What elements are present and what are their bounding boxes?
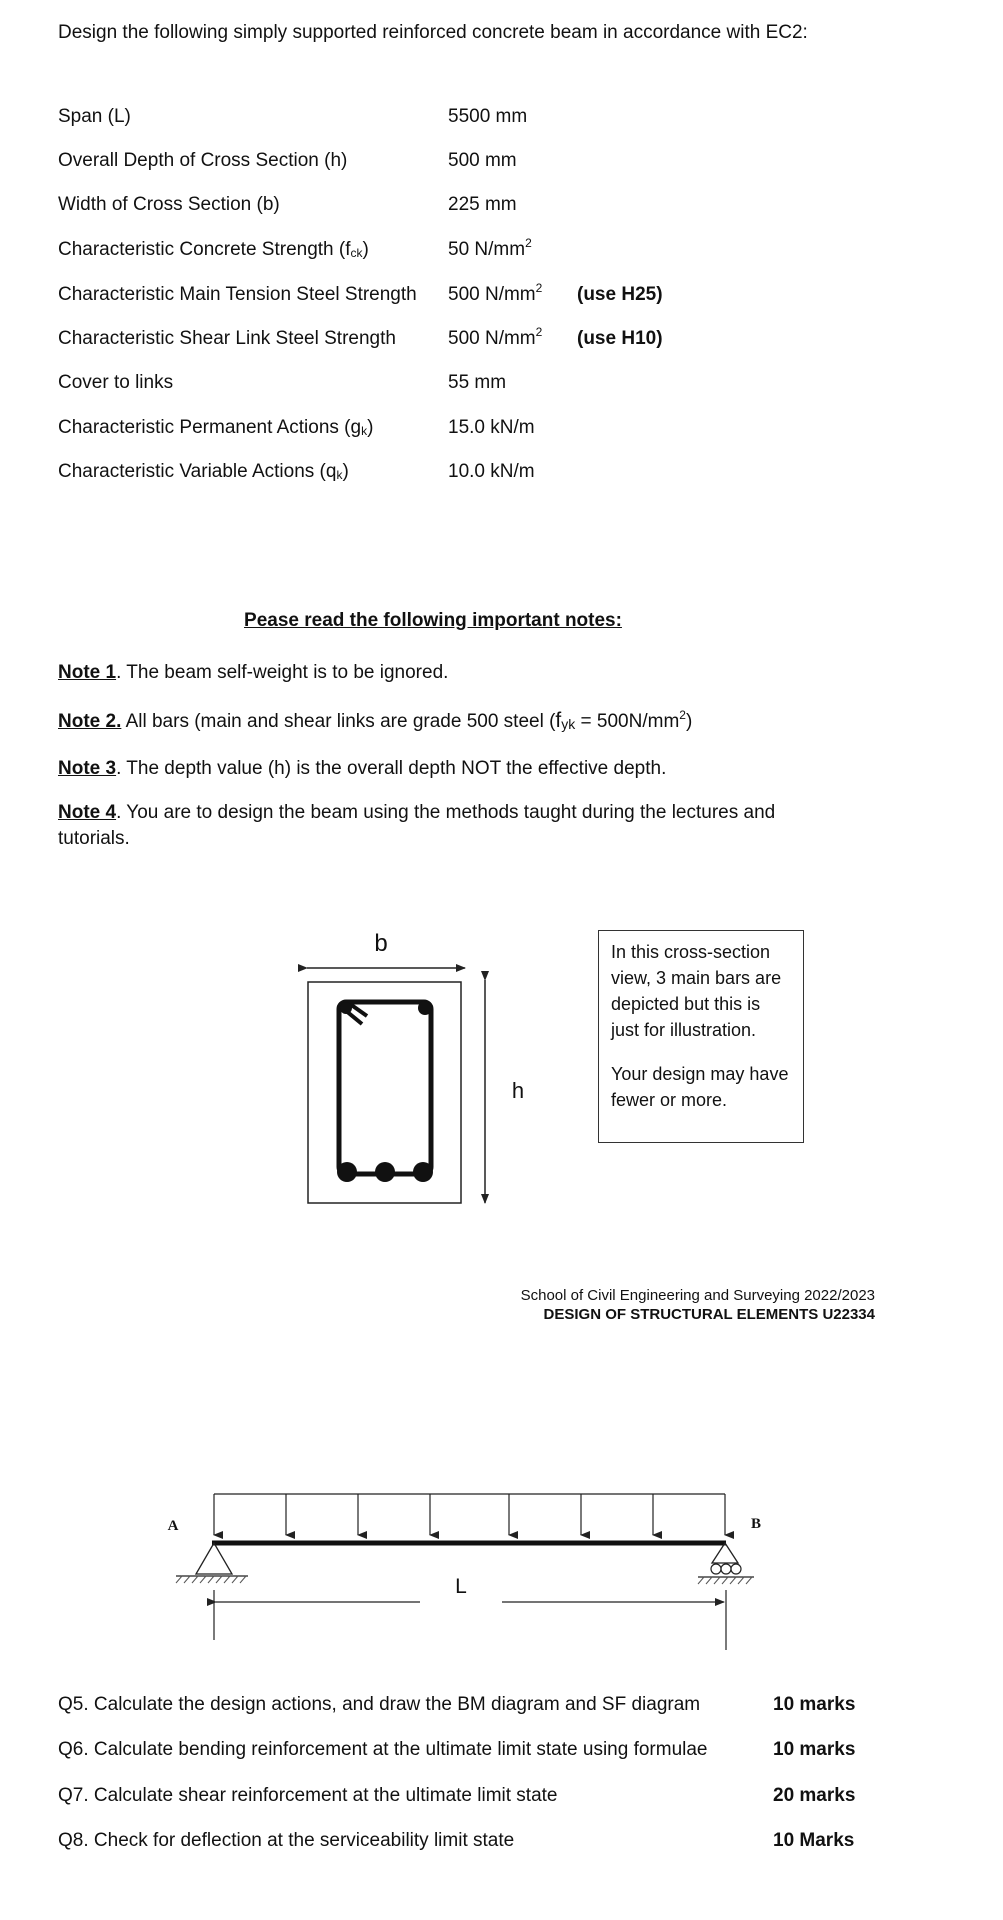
param-label-gk-sub: k (361, 424, 368, 438)
param-label-main-steel: Characteristic Main Tension Steel Strength (58, 284, 417, 305)
param-extra-link-steel: (use H10) (577, 328, 663, 349)
param-value-width: 225 mm (448, 194, 517, 215)
question-q7: Q7. Calculate shear reinforcement at the ultimate limit state (58, 1785, 558, 1806)
param-label-qk-sub: k (336, 468, 343, 482)
param-label-depth: Overall Depth of Cross Section (h) (58, 150, 348, 171)
note-2-text-a: All bars (main and shear links are grade 500 steel ( (121, 711, 556, 732)
note-1-label: Note 1 (58, 662, 117, 683)
param-value-main-steel (448, 281, 543, 306)
param-label-qk (58, 461, 349, 483)
param-label-cover: Cover to links (58, 372, 174, 393)
note-2-text-b: = 500N/mm (575, 711, 680, 732)
school-header (420, 1286, 875, 1324)
param-value-main-steel-main: 500 N/mm (448, 284, 536, 305)
span-label: L (455, 1575, 467, 1598)
param-label-fck-sub: ck (350, 246, 363, 260)
notes-title: Pease read the following important notes: (244, 610, 622, 631)
param-value-fck (448, 236, 532, 261)
school-line-2: DESIGN OF STRUCTURAL ELEMENTS U22334 (543, 1306, 875, 1323)
main-bar-right (413, 1162, 433, 1182)
beam-section-outline (308, 982, 461, 1203)
param-label-qk-end: ) (342, 461, 349, 482)
note-2-text-c: ) (685, 711, 693, 732)
ground-b-hatch (698, 1577, 752, 1584)
param-value-gk: 15.0 kN/m (448, 417, 535, 438)
param-value-link-steel-sup: 2 (535, 325, 543, 339)
note-4-label: Note 4 (58, 802, 117, 823)
param-label-fck (58, 239, 369, 261)
param-value-link-steel (448, 325, 543, 350)
param-value-fck-main: 50 N/mm (448, 239, 526, 260)
roller-support-b (712, 1543, 738, 1563)
question-q8: Q8. Check for deflection at the serviceability limit state (58, 1830, 515, 1851)
question-q6: Q6. Calculate bending reinforcement at the ultimate limit state using formulae (58, 1739, 708, 1760)
info-box (598, 930, 804, 1143)
param-label-link-steel: Characteristic Shear Link Steel Strength (58, 328, 396, 349)
param-label-gk-main: Characteristic Permanent Actions (g (58, 417, 362, 438)
param-label-span: Span (L) (58, 106, 131, 127)
marks-q6: 10 marks (773, 1739, 856, 1760)
top-bar-left (340, 1002, 352, 1014)
note-1-text: . The beam self-weight is to be ignored. (116, 662, 449, 683)
param-label-fck-main: Characteristic Concrete Strength (f (58, 239, 351, 260)
param-value-depth: 500 mm (448, 150, 517, 171)
marks-q7: 20 marks (773, 1785, 856, 1806)
intro-text: Design the following simply supported reinforced concrete beam in accordance with EC2: (58, 22, 808, 43)
roller-wheel-2 (721, 1564, 731, 1574)
top-bar-right (418, 1001, 432, 1015)
param-value-fck-sup: 2 (525, 236, 532, 250)
param-extra-main-steel: (use H25) (577, 284, 663, 305)
main-bar-left (337, 1162, 357, 1182)
marks-q8: 10 Marks (773, 1830, 855, 1851)
school-line-1: School of Civil Engineering and Surveying 2022/2023 (520, 1287, 875, 1304)
roller-wheel-1 (711, 1564, 721, 1574)
width-label: b (374, 930, 388, 957)
info-box-para-2: Your design may have fewer or more. (611, 1064, 789, 1110)
param-label-qk-main: Characteristic Variable Actions (q (58, 461, 337, 482)
depth-label: h (511, 1078, 525, 1103)
pin-support-a (196, 1543, 232, 1574)
param-label-gk (58, 417, 373, 439)
note-4-text: . You are to design the beam using the methods taught during the lectures and tutorials. (58, 802, 776, 849)
param-label-gk-end: ) (367, 417, 374, 438)
note-2-symbol: f (555, 709, 562, 732)
param-label-width: Width of Cross Section (b) (58, 194, 280, 215)
main-bar-middle (375, 1162, 395, 1182)
question-q5: Q5. Calculate the design actions, and draw the BM diagram and SF diagram (58, 1694, 701, 1715)
param-label-fck-end: ) (362, 239, 369, 260)
param-value-link-steel-main: 500 N/mm (448, 328, 536, 349)
link-hook (345, 1004, 367, 1024)
note-2-sup: 2 (679, 708, 686, 722)
support-b-label: B (750, 1516, 762, 1532)
param-value-cover: 55 mm (448, 372, 507, 393)
note-2-label: Note 2. (58, 711, 122, 732)
support-a-label: A (167, 1518, 179, 1534)
marks-q5: 10 marks (773, 1694, 856, 1715)
info-box-para-1: In this cross-section view, 3 main bars are depicted but this is just for illustration. (611, 942, 782, 1040)
note-3-text: . The depth value (h) is the overall depth NOT the effective depth. (116, 758, 667, 779)
param-value-span: 5500 mm (448, 106, 528, 127)
param-value-qk: 10.0 kN/m (448, 461, 535, 482)
note-3-label: Note 3 (58, 758, 117, 779)
note-2 (58, 708, 848, 737)
note-3 (58, 756, 848, 782)
note-1 (58, 660, 848, 686)
shear-link (339, 1002, 431, 1174)
note-2-symbol-sub: yk (561, 716, 576, 732)
param-value-main-steel-sup: 2 (535, 281, 543, 295)
ground-a-hatch (176, 1576, 246, 1583)
roller-wheel-3 (731, 1564, 741, 1574)
note-4 (58, 800, 848, 852)
